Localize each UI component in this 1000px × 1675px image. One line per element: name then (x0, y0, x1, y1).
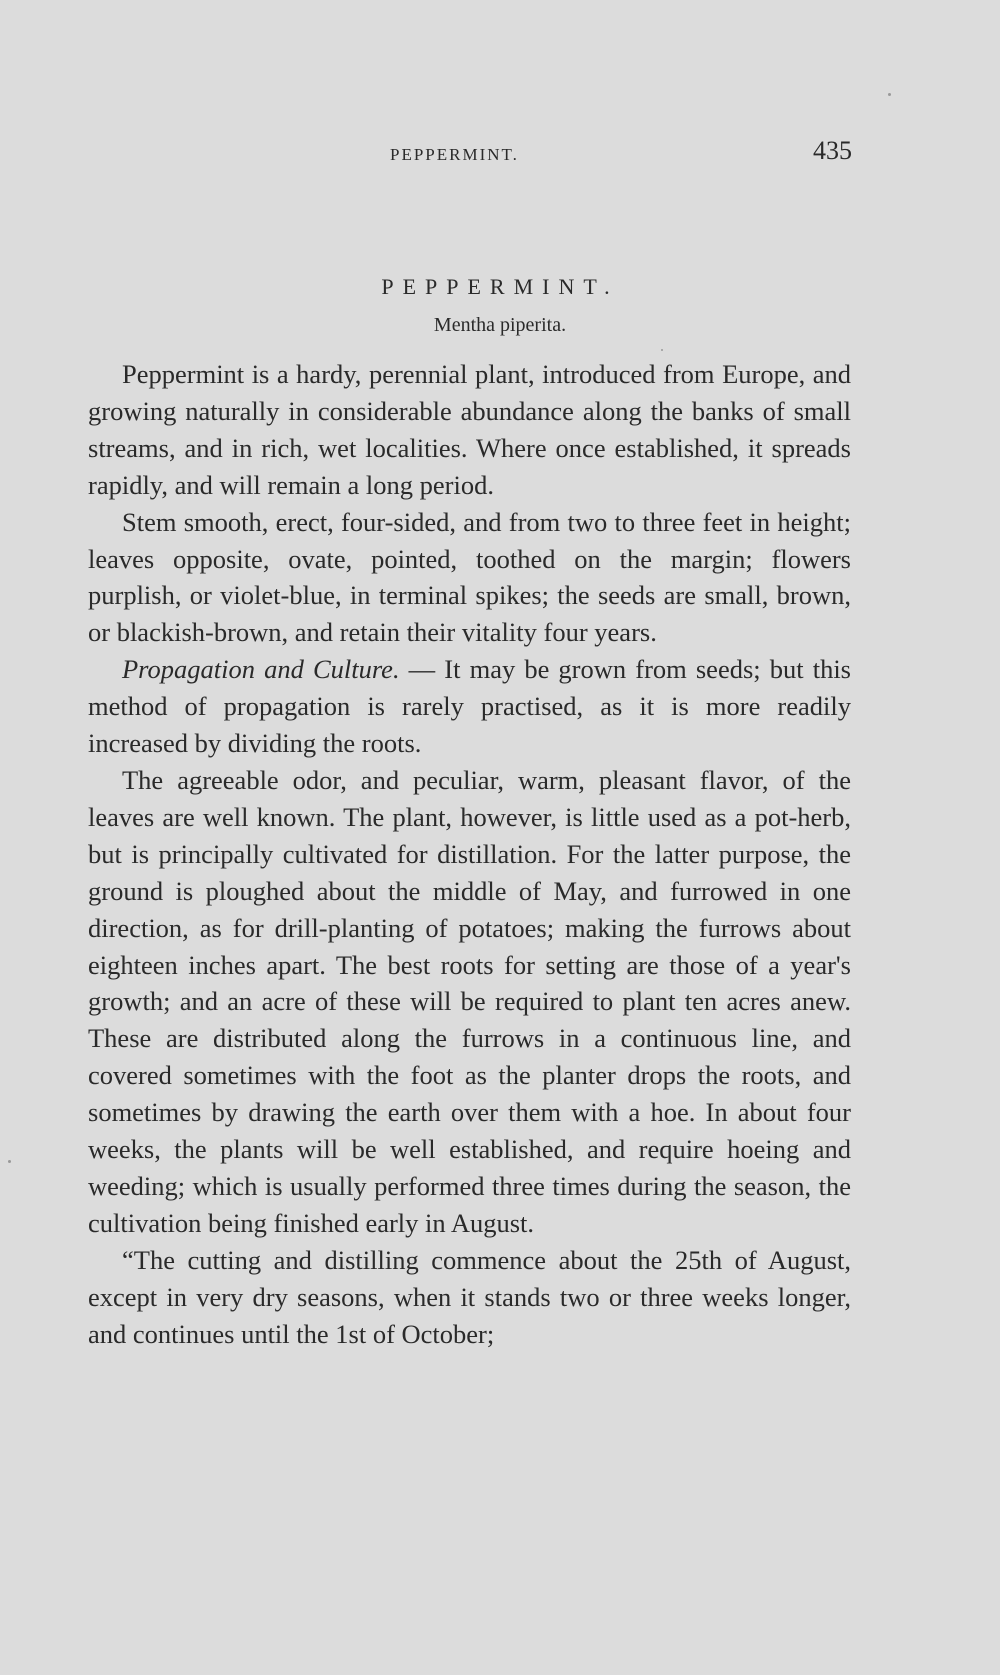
paper-speck (8, 1160, 11, 1163)
running-head: PEPPERMINT. (390, 145, 519, 164)
latin-name: Mentha piperita. (433, 314, 567, 336)
paragraph-quotation (88, 1242, 851, 1353)
paragraph-propagation (88, 651, 851, 762)
page-number: 435 (813, 136, 852, 165)
section-lead: Propagation and Culture. (122, 654, 400, 685)
body-text (88, 356, 851, 1352)
article-title: PEPPERMINT. (381, 274, 619, 299)
paragraph-text: — It may be grown from seeds; but this method of propagation is rarely practised, as it is more readily increased by dividing the roots. (88, 654, 851, 759)
paragraph-text: The agreeable odor, and peculiar, warm, pleasant flavor, of the leaves are well known. The plant, however, is little used as a pot-herb, but is principally cultivated for distillation. For the latter purpose, the ground is ploughed about the middle of May, and furrowed in one direction, as for drill-planting of potatoes; making the furrows about eighteen inches apart. The best roots for setting are those of a year's growth; and an acre of these will be required to plant ten acres anew. These are distributed along the furrows in a continuous line, and covered sometimes with the foot as the planter drops the roots, and sometimes by drawing the earth over them with a hoe. In about four weeks, the plants will be well established, and require hoeing and weeding; which is usually performed three times during the season, the cultivation being finished early in August. (88, 764, 851, 1238)
paragraph-cultivation (88, 762, 851, 1242)
paper-speck (661, 349, 663, 351)
paragraph-intro (88, 356, 851, 504)
paragraph-description (88, 504, 851, 652)
paragraph-text: Peppermint is a hardy, perennial plant, introduced from Europe, and growing naturally in considerable abundance along the banks of small streams, and in rich, wet localities. Where once established, it spreads rapidly, and will remain a long period. (88, 359, 851, 500)
paragraph-text: “The cutting and distilling commence about the 25th of August, except in very dry seasons, when it stands two or three weeks longer, and continues until the 1st of October; (88, 1244, 851, 1349)
paragraph-text: Stem smooth, erect, four-sided, and from two to three feet in height; leaves opposite, ovate, pointed, toothed on the margin; flowers purplish, or violet-blue, in terminal spikes; the seeds are small, brown, or blackish-brown, and retain their vitality four years. (88, 506, 851, 648)
paper-speck (888, 93, 891, 96)
